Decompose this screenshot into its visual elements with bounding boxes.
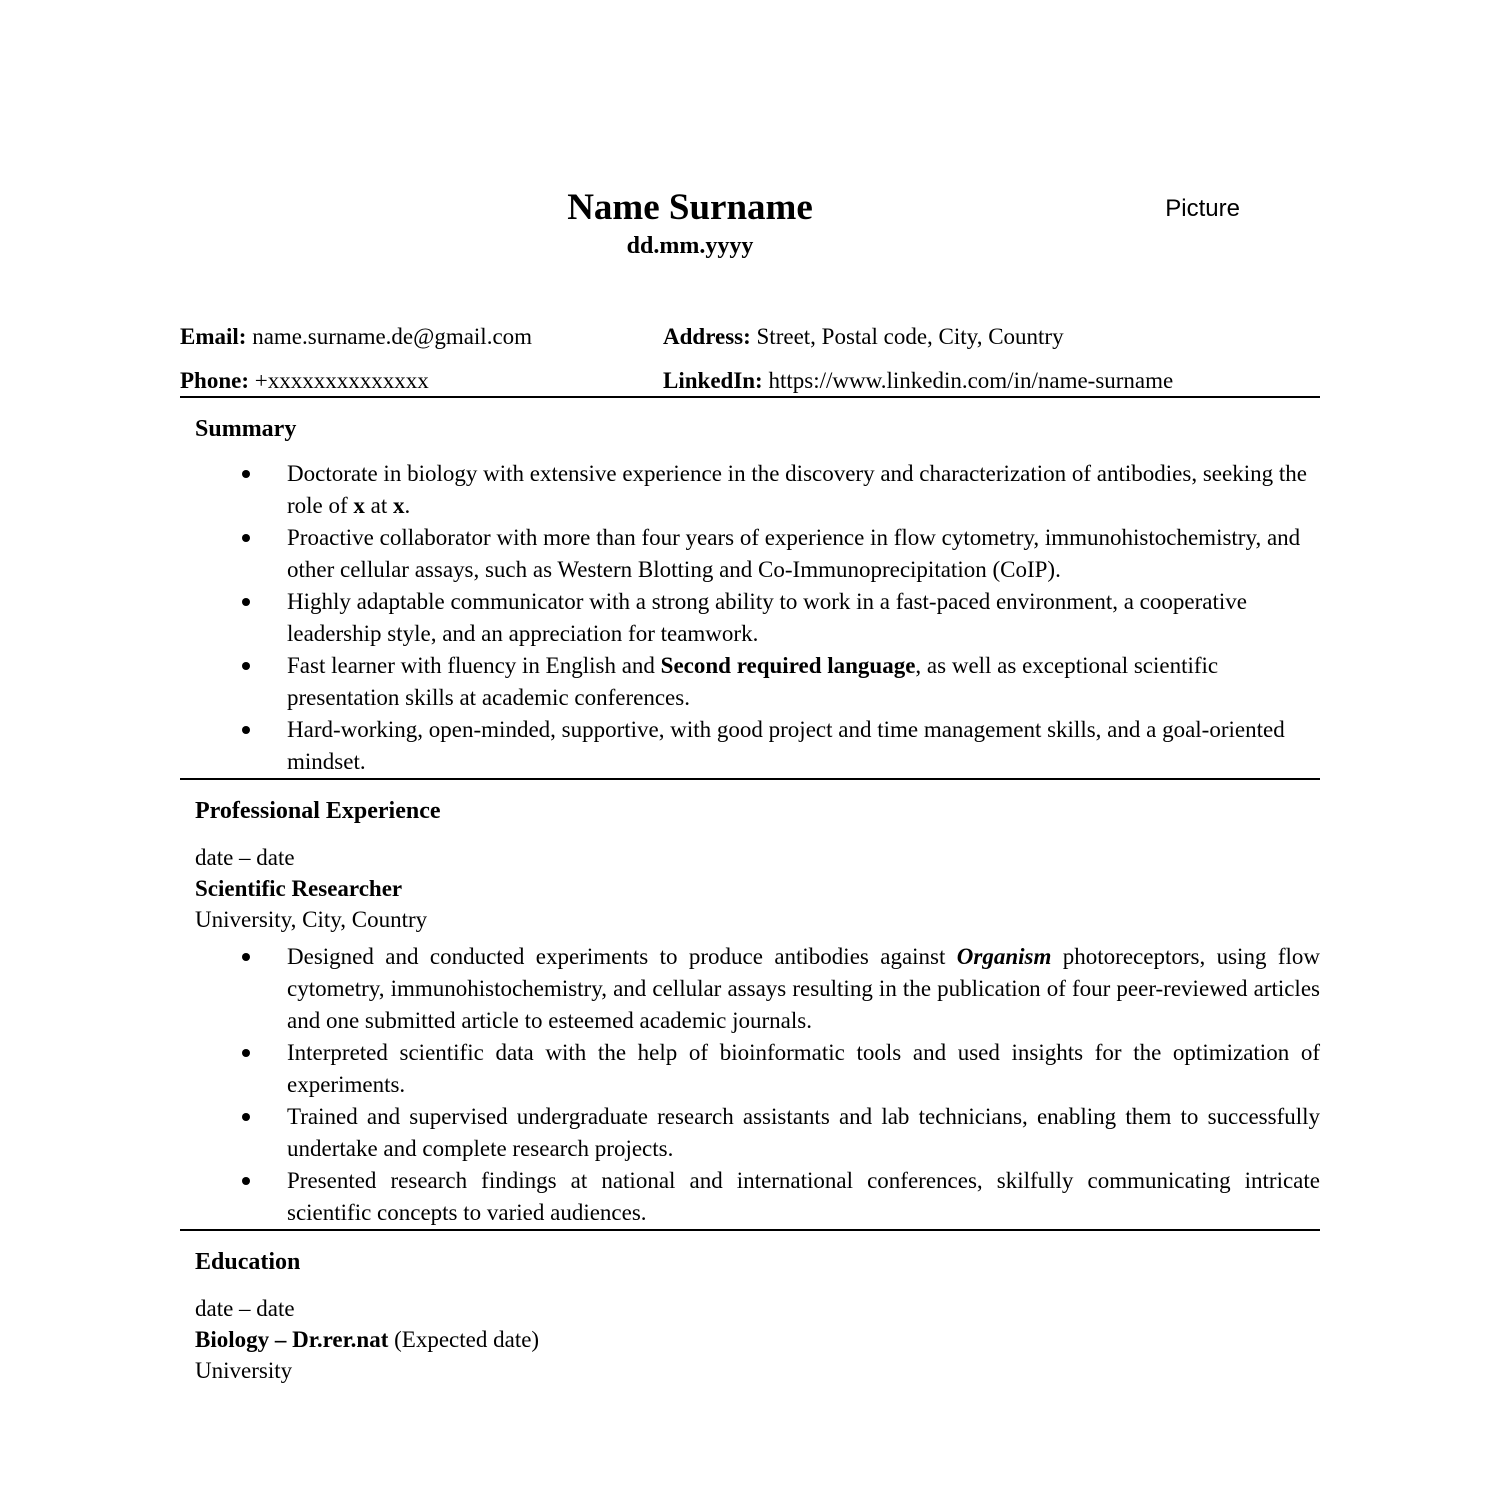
bold-text-run: Second required language: [660, 653, 916, 678]
header-center: [180, 185, 1200, 262]
education-heading: Education: [195, 1249, 301, 1275]
text-run: Proactive collaborator with more than four years of experience in flow cytometry, immunohistochemistry, and other cellular assays, such as Western Blotting and Co-Immunoprecipitation (CoIP).: [287, 525, 1301, 582]
summary-bullet: [180, 522, 1320, 586]
experience-job-title: Scientific Researcher: [195, 876, 403, 901]
address-label: Address:: [663, 324, 751, 349]
education-meta: [195, 1293, 1320, 1386]
contact-linkedin: [663, 366, 1320, 396]
experience-heading: Professional Experience: [195, 798, 441, 824]
phone-value: +xxxxxxxxxxxxxx: [254, 368, 429, 393]
contact-info: [180, 322, 1320, 396]
text-run: at: [364, 493, 394, 518]
text-run: Hard-working, open-minded, supportive, with good project and time management skills, and a goal-oriented mindset.: [287, 717, 1285, 774]
education-date-range: date – date: [195, 1296, 295, 1321]
contact-phone: [180, 366, 663, 396]
bold-text-run: x: [393, 493, 405, 518]
summary-bullet: [180, 458, 1320, 522]
text-run: .: [404, 493, 411, 518]
linkedin-label: LinkedIn:: [663, 368, 763, 393]
summary-bullet: [180, 650, 1320, 714]
education-section: [180, 1247, 1320, 1386]
text-run: photoreceptors, using flow cytometry, immunohistochemistry, and cellular assays resulting in the publication of four peer-reviewed articles and one submitted article to esteemed academic journals.: [287, 944, 1320, 1033]
picture-placeholder: Picture: [1165, 195, 1240, 222]
linkedin-value: https://www.linkedin.com/in/name-surname: [768, 368, 1174, 393]
summary-heading: Summary: [195, 416, 297, 442]
experience-bullet: [180, 1165, 1320, 1229]
header: [180, 185, 1320, 262]
summary-section: [180, 414, 1320, 778]
experience-bullet: [180, 1037, 1320, 1101]
bold-text-run: x: [353, 493, 365, 518]
summary-bullet: [180, 586, 1320, 650]
experience-bullet: [180, 941, 1320, 1037]
section-divider: [180, 778, 1320, 780]
section-divider: [180, 1229, 1320, 1231]
contact-email: [180, 322, 663, 352]
address-value: Street, Postal code, City, Country: [756, 324, 1064, 349]
email-label: Email:: [180, 324, 247, 349]
text-run: , as well as exceptional scientific presentation skills at academic conferences.: [287, 653, 1219, 710]
contact-address: [663, 322, 1320, 352]
person-name: Name Surname: [567, 187, 813, 228]
experience-institution: University, City, Country: [195, 907, 428, 932]
text-run: Trained and supervised undergraduate research assistants and lab technicians, enabling them to successfully undertake and complete research projects.: [287, 1104, 1320, 1161]
email-value: name.surname.de@gmail.com: [252, 324, 533, 349]
text-run: Doctorate in biology with extensive experience in the discovery and characterization of antibodies, seeking the role of: [287, 461, 1307, 518]
text-run: Interpreted scientific data with the help of bioinformatic tools and used insights for the optimization of experiments.: [287, 1040, 1320, 1097]
summary-list: [180, 458, 1320, 778]
experience-date-range: date – date: [195, 845, 295, 870]
experience-section: [180, 796, 1320, 1229]
text-run: Highly adaptable communicator with a strong ability to work in a fast-paced environment, a cooperative leadership style, and an appreciation for teamwork.: [287, 589, 1247, 646]
experience-list: [180, 941, 1320, 1229]
phone-label: Phone:: [180, 368, 249, 393]
section-divider: [180, 396, 1320, 398]
experience-meta: [195, 842, 1320, 935]
bold-italic-text-run: Organism: [956, 944, 1052, 969]
education-degree-suffix: (Expected date): [388, 1327, 540, 1352]
education-institution: University: [195, 1358, 293, 1383]
text-run: Designed and conducted experiments to produce antibodies against: [287, 944, 957, 969]
header-date: dd.mm.yyyy: [626, 233, 754, 259]
summary-bullet: [180, 714, 1320, 778]
experience-bullet: [180, 1101, 1320, 1165]
text-run: Presented research findings at national and international conferences, skilfully communicating intricate scientific concepts to varied audiences.: [287, 1168, 1320, 1225]
education-degree-line: [195, 1324, 1320, 1355]
text-run: Fast learner with fluency in English and: [287, 653, 661, 678]
education-degree: Biology – Dr.rer.nat: [195, 1327, 389, 1352]
